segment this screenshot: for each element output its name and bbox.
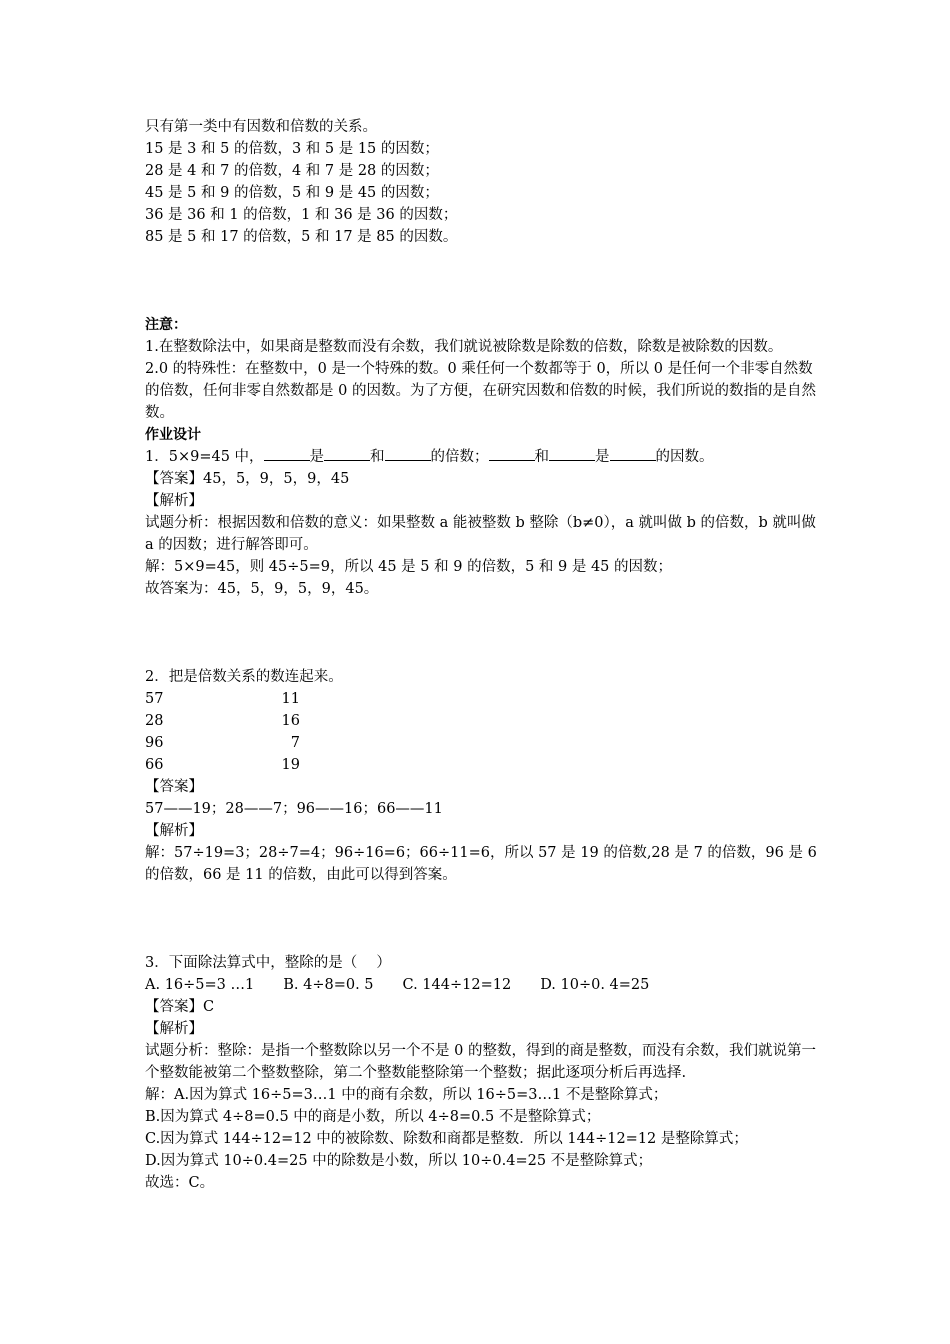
question-3-options: A. 16÷5=3 …1 B. 4÷8=0. 5 C. 144÷12=12 D. 10÷0. 4=25	[145, 977, 650, 993]
intro-block	[145, 116, 825, 248]
question-3-title: 3．下面除法算式中，整除的是（ ）	[145, 955, 391, 971]
number-pair-row: 66 19	[145, 757, 300, 773]
answer-blank[interactable]	[324, 446, 370, 461]
number-pair-row: 28 16	[145, 713, 300, 729]
document-page	[145, 116, 825, 1194]
answer-blank[interactable]	[610, 446, 656, 461]
question-1	[145, 446, 825, 600]
question-1-analysis: 试题分析：根据因数和倍数的意义：如果整数 a 能被整数 b 整除（b≠0），a 就叫做 b 的倍数，b 就叫做 a 的因数；进行解答即可。	[145, 515, 816, 553]
intro-line: 15 是 3 和 5 的倍数，3 和 5 是 15 的因数；	[145, 141, 439, 157]
answer-blank[interactable]	[549, 446, 595, 461]
number-pair-row: 96 7	[145, 735, 300, 751]
question-3-solution-b: B.因为算式 4÷8=0.5 中的商是小数，所以 4÷8=0.5 不是整除算式；	[145, 1109, 601, 1125]
spacer	[145, 600, 825, 666]
homework-block	[145, 424, 825, 1194]
question-3	[145, 952, 825, 1194]
question-1-stem: 1．5×9=45 中， 是 和 的倍数； 和 是 的因数。	[145, 446, 825, 468]
question-2-analysis: 解：57÷19=3；28÷7=4；96÷16=6；66÷11=6，所以 57 是 19 的倍数,28 是 7 的倍数，96 是 6 的倍数，66 是 11 的倍数，由此可以得到答案。	[145, 845, 817, 883]
number-pair-row: 57 11	[145, 691, 300, 707]
question-3-analysis-label: 【解析】	[145, 1021, 203, 1037]
question-1-analysis-label: 【解析】	[145, 493, 203, 509]
intro-line: 45 是 5 和 9 的倍数，5 和 9 是 45 的因数；	[145, 185, 439, 201]
notice-heading: 注意：	[145, 317, 187, 333]
answer-blank[interactable]	[264, 446, 310, 461]
notice-block	[145, 314, 825, 424]
question-3-solution-c: C.因为算式 144÷12=12 中的被除数、除数和商都是整数．所以 144÷12=12 是整除算式；	[145, 1131, 748, 1147]
question-3-analysis: 试题分析：整除：是指一个整数除以另一个不是 0 的整数，得到的商是整数，而没有余数，我们就说第一个整数能被第二个整数整除，第二个整数能整除第一个整数；据此逐项分析后再选择.	[145, 1043, 816, 1081]
question-1-solution: 解：5×9=45，则 45÷5=9，所以 45 是 5 和 9 的倍数，5 和 9 是 45 的因数；	[145, 559, 673, 575]
intro-line: 36 是 36 和 1 的倍数，1 和 36 是 36 的因数；	[145, 207, 458, 223]
answer-blank[interactable]	[385, 446, 431, 461]
notice-paragraph-2: 2.0 的特殊性：在整数中，0 是一个特殊的数。0 乘任何一个数都等于 0，所以 0 是任何一个非零自然数的倍数，任何非零自然数都是 0 的因数。为了方便，在研究因数和倍数的时候，我们所说的数指的是自然数。	[145, 361, 816, 421]
answer-blank[interactable]	[489, 446, 535, 461]
intro-line: 只有第一类中有因数和倍数的关系。	[145, 119, 377, 135]
question-2-analysis-label: 【解析】	[145, 823, 203, 839]
question-3-solution-a: 解：A.因为算式 16÷5=3…1 中的商有余数，所以 16÷5=3…1 不是整除算式；	[145, 1087, 668, 1103]
notice-paragraph-1: 1.在整数除法中，如果商是整数而没有余数，我们就说被除数是除数的倍数，除数是被除数的因数。	[145, 339, 783, 355]
question-2-answer-label: 【答案】	[145, 779, 203, 795]
question-2-title: 2．把是倍数关系的数连起来。	[145, 669, 343, 685]
question-2	[145, 666, 825, 886]
question-3-answer: 【答案】C	[145, 999, 215, 1015]
intro-line: 85 是 5 和 17 的倍数，5 和 17 是 85 的因数。	[145, 229, 458, 245]
intro-line: 28 是 4 和 7 的倍数，4 和 7 是 28 的因数；	[145, 163, 439, 179]
homework-heading: 作业设计	[145, 427, 201, 443]
spacer	[145, 886, 825, 952]
spacer	[145, 248, 825, 314]
question-1-conclusion: 故答案为：45，5，9，5，9，45。	[145, 581, 379, 597]
question-2-answer: 57——19；28——7；96——16；66——11	[145, 801, 443, 817]
question-3-conclusion: 故选：C。	[145, 1175, 215, 1191]
question-1-answer: 【答案】45，5，9，5，9，45	[145, 471, 350, 487]
question-3-solution-d: D.因为算式 10÷0.4=25 中的除数是小数，所以 10÷0.4=25 不是整除算式；	[145, 1153, 653, 1169]
